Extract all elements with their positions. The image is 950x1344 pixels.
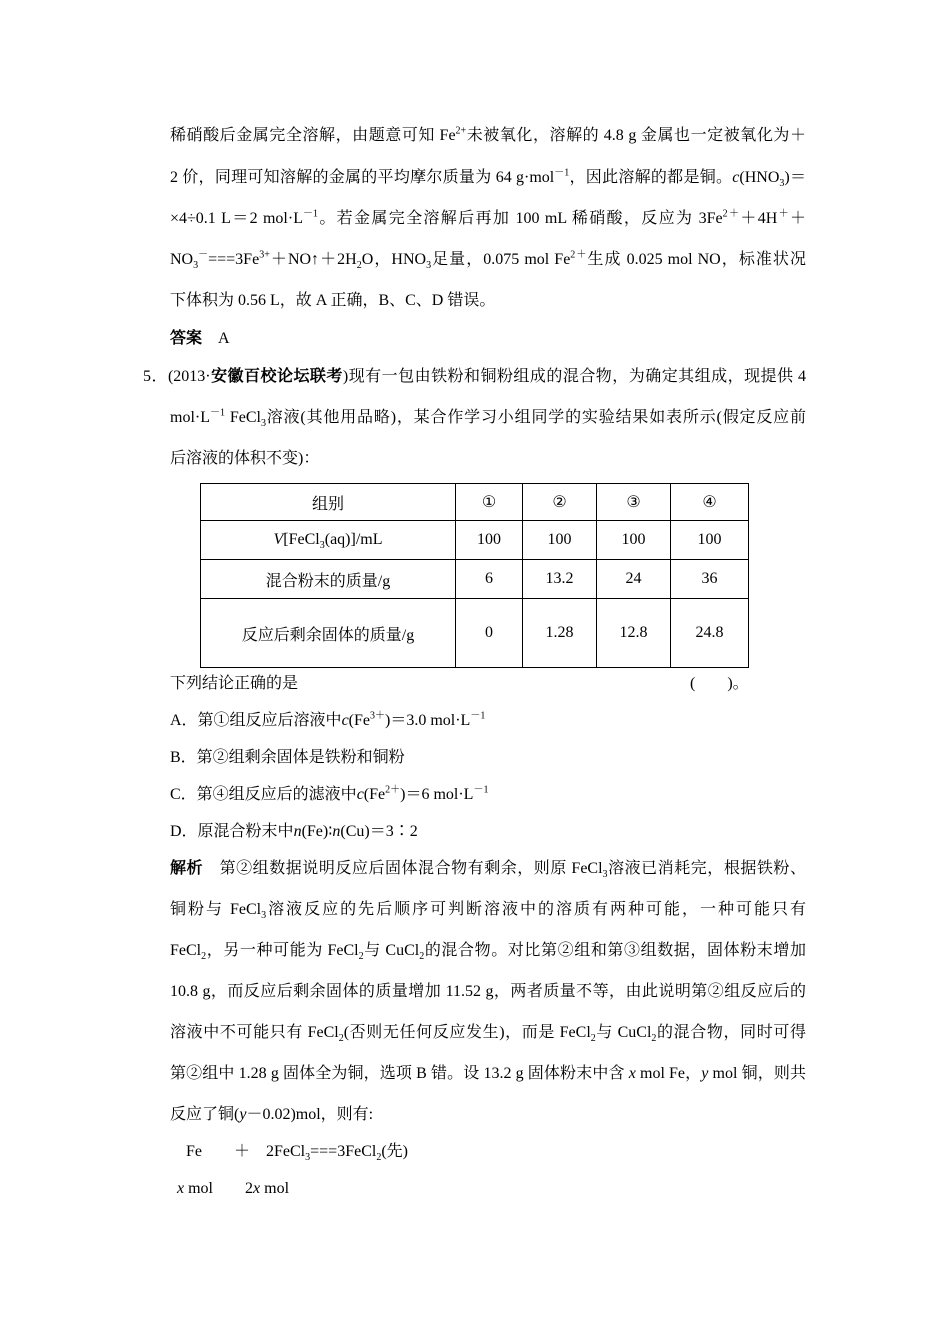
- analysis-line-6: 第②组中 1.28 g 固体全为铜，选项 B 错。设 13.2 g 固体粉末中含 x mol Fe，y mol 铜，则共: [170, 1065, 806, 1082]
- table-cell: 24.8: [671, 599, 749, 668]
- table-cell: 24: [597, 560, 671, 599]
- option-a: A．第①组反应后溶液中$c(Fe^{3+})=3.0$ $mol\cdot L^{-1}$: [170, 710, 486, 729]
- row-label: V[FeCl$_3$(aq)]/mL: [201, 521, 456, 560]
- question-line-2: $mol\cdot L^{-1}$ FeCl$_3$溶液(其他用品略)，某合作学习小组同学的实验结果如表所示(假定反应前: [170, 407, 806, 430]
- table-header-row: [201, 484, 749, 521]
- equation: Fe ＋ 2FeCl$_3$===3FeCl$_2$(先): [186, 1143, 408, 1164]
- answer-value: A: [218, 330, 230, 347]
- answer-blank: ( )。: [690, 675, 749, 692]
- table-cell: 1.28: [523, 599, 597, 668]
- table-row: [201, 521, 749, 560]
- table-cell: 13.2: [523, 560, 597, 599]
- table-header: ②: [523, 484, 597, 521]
- analysis-line-5: 溶液中不可能只有 FeCl$_2$(否则无任何反应发生)，而是 FeCl$_2$与 CuCl$_2$的混合物，同时可得: [170, 1024, 806, 1045]
- analysis-line-4: 10.8 g，而反应后剩余固体的质量增加 11.52 g，两者质量不等，由此说明第②组反应后的: [170, 983, 806, 1000]
- table-cell: 0: [456, 599, 523, 668]
- table-cell: 100: [671, 521, 749, 560]
- table-cell: 12.8: [597, 599, 671, 668]
- question-line-3: 后溶液的体积不变)：: [170, 450, 320, 467]
- table-cell: 100: [523, 521, 597, 560]
- intro-line-3: ×4÷0.1 L＝2 $mol\cdot L^{-1}$。若金属完全溶解后再加 100 mL 稀硝酸，反应为 $3Fe^{2+}+4H^++$: [170, 208, 806, 227]
- table-cell: 36: [671, 560, 749, 599]
- table-cell: 6: [456, 560, 523, 599]
- analysis-line-2: 铜粉与 FeCl$_3$溶液反应的先后顺序可判断溶液中的溶质有两种可能，一种可能只有: [170, 901, 806, 922]
- table-cell: 100: [597, 521, 671, 560]
- analysis-line-1: 解析 第②组数据说明反应后固体混合物有剩余，则原 FeCl$_3$溶液已消耗完，根据铁粉、: [170, 860, 806, 881]
- answer-label: 答案: [170, 330, 203, 347]
- option-d: D．原混合粉末中n(Fe)∶n(Cu)＝3∶2: [170, 823, 418, 840]
- option-b: B．第②组剩余固体是铁粉和铜粉: [170, 749, 405, 766]
- question-number: 5．: [143, 368, 168, 385]
- table-header: ①: [456, 484, 523, 521]
- answer: [170, 329, 230, 349]
- row-label: 反应后剩余固体的质量/g: [201, 599, 456, 668]
- prompt: 下列结论正确的是 ( )。: [170, 675, 749, 692]
- table-cell: 100: [456, 521, 523, 560]
- intro-line-4: $NO_3^-===3Fe^{3+}+NO↑+2H_2O$，$HNO_3$足量，0.075 mol $Fe^{2+}$生成 0.025 mol NO，标准状况: [170, 249, 806, 272]
- row-label: 混合粉末的质量/g: [201, 560, 456, 599]
- intro-line-1: 稀硝酸后金属完全溶解，由题意可知 $Fe^{2+}$未被氧化，溶解的 4.8 g 金属也一定被氧化为＋: [170, 125, 806, 144]
- table-row: [201, 599, 749, 668]
- intro-line-2: 2 价，同理可知溶解的金属的平均摩尔质量为 64 g·mol$^{-1}$，因此溶解的都是铜。$c(HNO_3)=$: [170, 167, 806, 190]
- intro-line-5: 下体积为 0.56 L，故 A 正确，B、C、D 错误。: [170, 292, 496, 309]
- table-header: ④: [671, 484, 749, 521]
- equation-moles: x mol 2x mol: [177, 1180, 290, 1197]
- question-line-1: 5．(2013·安徽百校论坛联考)现有一包由铁粉和铜粉组成的混合物，为确定其组成，现提供 4: [143, 368, 806, 385]
- data-table: [200, 483, 749, 668]
- analysis-label: 解析: [170, 860, 204, 877]
- analysis-line-7: 反应了铜(y－0.02)mol，则有:: [170, 1106, 374, 1123]
- table-header: ③: [597, 484, 671, 521]
- option-c: C．第④组反应后的滤液中$c(Fe^{2+})=6$ $mol\cdot L^{-1}$: [170, 784, 489, 803]
- table-header: 组别: [201, 484, 456, 521]
- table-row: [201, 560, 749, 599]
- analysis-line-3: FeCl$_2$，另一种可能为 FeCl$_2$与 CuCl$_2$的混合物。对比第②组和第③组数据，固体粉末增加: [170, 942, 806, 963]
- question-source: 安徽百校论坛联考: [210, 368, 343, 385]
